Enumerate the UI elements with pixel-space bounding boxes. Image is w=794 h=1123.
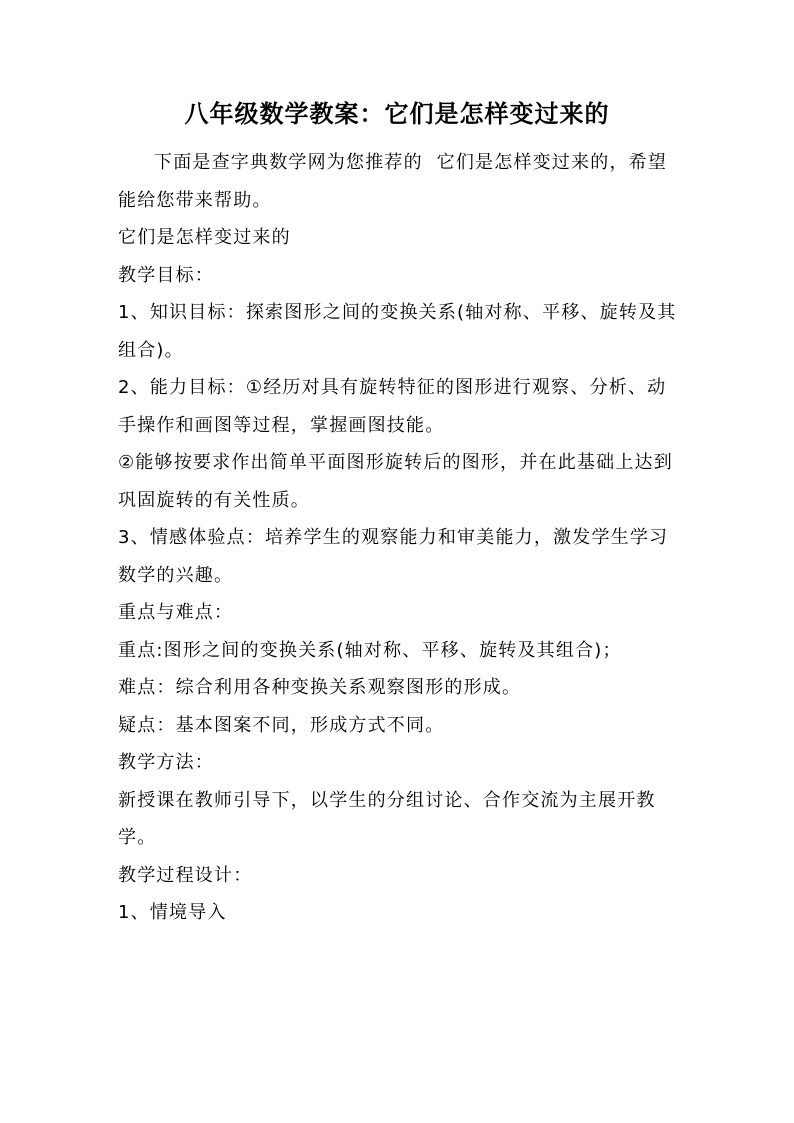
paragraph-key-point: 重点:图形之间的变换关系(轴对称、平移、旋转及其组合)；	[118, 639, 622, 661]
document-title: 八年级数学教案：它们是怎样变过来的	[184, 100, 610, 128]
paragraph-knowledge-goal: 1、知识目标：探索图形之间的变换关系(轴对称、平移、旋转及其组合)。	[118, 302, 677, 361]
paragraph-situation-intro: 1、情境导入	[118, 902, 227, 923]
paragraph-ability-goal-2: ②能够按要求作出简单平面图形旋转后的图形，并在此基础上达到巩固旋转的有关性质。	[118, 452, 673, 511]
heading-key-difficult: 重点与难点：	[118, 602, 234, 623]
paragraph-emotion-goal: 3、情感体验点：培养学生的观察能力和审美能力，激发学生学习数学的兴趣。	[118, 527, 669, 586]
paragraph-teaching-method: 新授课在教师引导下，以学生的分组讨论、合作交流为主展开教学。	[118, 789, 656, 848]
heading-teaching-process: 教学过程设计：	[118, 864, 253, 886]
paragraph-lesson-name: 它们是怎样变过来的	[118, 227, 291, 248]
paragraph-difficult-point: 难点：综合利用各种变换关系观察图形的形成。	[118, 677, 522, 698]
paragraph-doubt-point: 疑点：基本图案不同，形成方式不同。	[118, 714, 445, 736]
heading-teaching-goals: 教学目标：	[118, 264, 214, 286]
paragraph-ability-goal: 2、能力目标：①经历对具有旋转特征的图形进行观察、分析、动手操作和画图等过程，掌握画图技能。	[118, 377, 667, 436]
heading-teaching-method: 教学方法：	[118, 752, 214, 773]
document-body	[118, 144, 678, 932]
paragraph-intro: 下面是查字典数学网为您推荐的 它们是怎样变过来的，希望能给您带来帮助。	[118, 152, 668, 211]
